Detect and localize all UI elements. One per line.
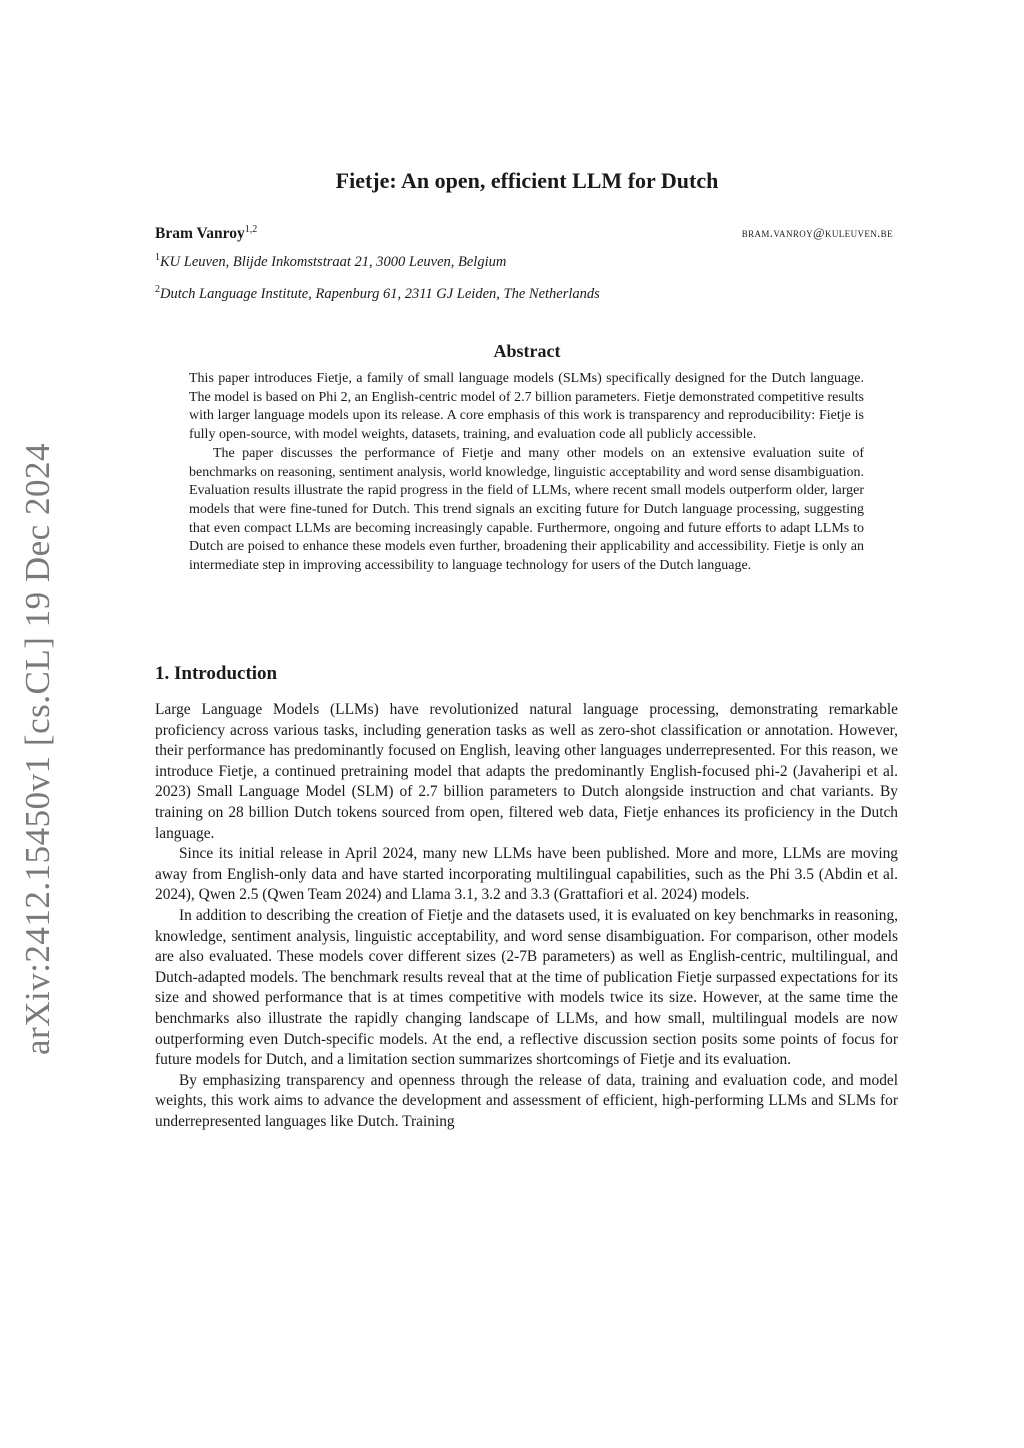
section-heading-introduction: 1. Introduction [155,663,278,684]
paper-title: Fietje: An open, efficient LLM for Dutch [335,168,719,193]
abstract-body [189,370,864,576]
arxiv-identifier: arXiv:2412.15450v1 [cs.CL] 19 Dec 2024 [18,443,57,1055]
affiliation-2-text: Dutch Language Institute, Rapenburg 61, 2311 GJ Leiden, The Netherlands [160,285,600,302]
affiliation-2 [155,284,600,303]
introduction-body [155,700,898,1132]
author-affiliation-marks: 1,2 [244,224,258,235]
affiliation-2-mark: 2 [155,284,160,295]
affiliation-1 [155,252,506,271]
affiliation-1-mark: 1 [155,252,160,263]
abstract-heading: Abstract [493,341,561,361]
author-line [155,224,893,243]
body-paragraph: Since its initial release in April 2024, many new LLMs have been published. More and more, LLMs are moving away from English-only data and have started incorporating multilingual capabilities, such as the Phi 3.5 (Abdin et al. 2024), Qwen 2.5 (Qwen Team 2024) and Llama 3.1, 3.2 and 3.3 (Grattafiori et al. 2024) models. [155,845,898,904]
body-paragraph: By emphasizing transparency and openness through the release of data, training and evaluation code, and model weights, this work aims to advance the development and assessment of efficient, high-performing LLMs and SLMs for underrepresented languages like Dutch. Training [155,1071,898,1130]
affiliation-1-text: KU Leuven, Blijde Inkomststraat 21, 3000 Leuven, Belgium [160,253,507,270]
author-email: bram.vanroy@kuleuven.be [741,226,893,240]
author-name: Bram Vanroy [155,225,245,243]
body-paragraph: Large Language Models (LLMs) have revolutionized natural language processing, demonstrating remarkable proficiency across various tasks, including generation tasks as well as zero-shot classification or annotation. However, their performance has predominantly focused on English, leaving other languages underrepresented. For this reason, we introduce Fietje, a continued pretraining model that adapts the predominantly English-focused phi-2 (Javaheripi et al. 2023) Small Language Model (SLM) of 2.7 billion parameters to Dutch alongside instruction and chat variants. By training on 28 billion Dutch tokens sourced from open, filtered web data, Fietje enhances its proficiency in the Dutch language. [155,701,898,842]
abstract-paragraph: This paper introduces Fietje, a family of small language models (SLMs) specifically designed for the Dutch language. The model is based on Phi 2, an English-centric model of 2.7 billion parameters. Fietje demonstrated competitive results with larger language models upon its release. A core emphasis of this work is transparency and reproducibility: Fietje is fully open-source, with model weights, datasets, training, and evaluation code all publicly accessible. [189,371,864,443]
abstract-paragraph: The paper discusses the performance of Fietje and many other models on an extensive evaluation suite of benchmarks on reasoning, sentiment analysis, world knowledge, linguistic acceptability and word sense disambiguation. Evaluation results illustrate the rapid progress in the field of LLMs, where recent small models outperform older, larger models that were fine-tuned for Dutch. This trend signals an exciting future for Dutch language processing, suggesting that even compact LLMs are becoming increasingly capable. Furthermore, ongoing and future efforts to adapt LLMs to Dutch are poised to enhance these models even further, broadening their applicability and accessibility. Fietje is only an intermediate step in improving accessibility to language technology for users of the Dutch language. [189,445,864,574]
body-paragraph: In addition to describing the creation of Fietje and the datasets used, it is evaluated on key benchmarks in reasoning, knowledge, sentiment analysis, linguistic acceptability, and word sense disambiguation. For comparison, other models are also evaluated. These models cover different sizes (2-7B parameters) as well as English-centric, multilingual, and Dutch-adapted models. The benchmark results reveal that at the time of publication Fietje surpassed expectations for its size and showed performance that is at times competitive with models twice its size. However, at the same time the benchmarks also illustrate the rapidly changing landscape of LLMs, and how small, multilingual models are now outperforming even Dutch-specific models. At the end, a reflective discussion section posits some points of focus for future models for Dutch, and a limitation section summarizes shortcomings of Fietje and its evaluation. [155,906,898,1069]
